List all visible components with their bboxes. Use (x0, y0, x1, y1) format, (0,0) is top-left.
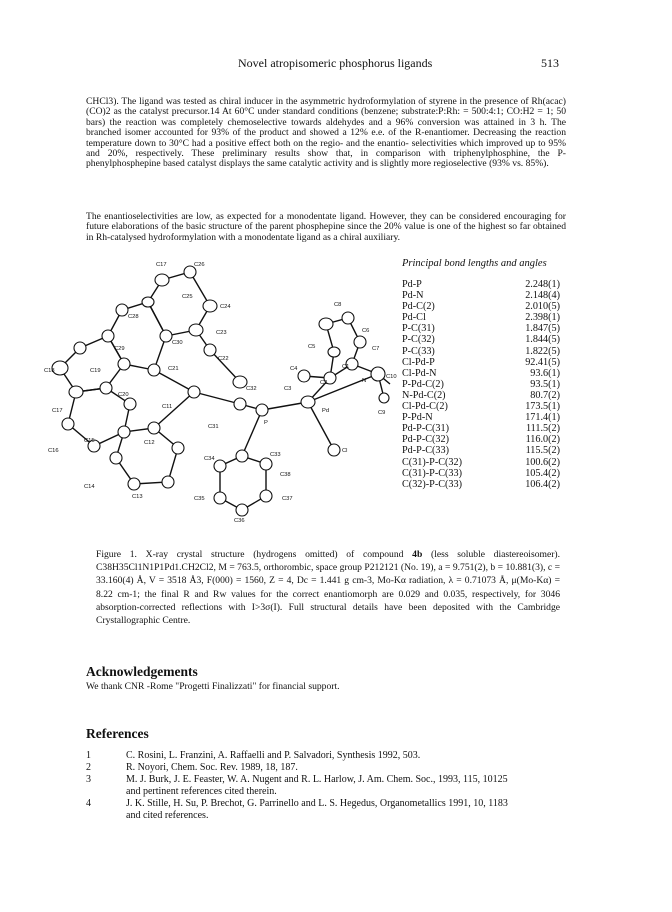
atom-label: C35 (194, 496, 205, 502)
bond-value: 2.398(1) (525, 312, 560, 324)
atom-label: C18 (44, 368, 55, 374)
page-number: 513 (541, 56, 559, 70)
atom-label: C25 (182, 294, 193, 300)
bond-value: 106.4(2) (525, 478, 560, 490)
atom-label: C16 (48, 448, 59, 454)
atom-label: C23 (216, 330, 227, 336)
bond-label: Pd-Cl (402, 312, 426, 324)
bond-label: Cl-Pd-P (402, 356, 435, 368)
bond-row (402, 457, 560, 468)
acknowledgements-text: We thank CNR -Rome "Progetti Finalizzati" for financial support. (86, 681, 340, 692)
atom-label: C22 (218, 356, 229, 362)
bond-value: 2.010(5) (525, 301, 560, 313)
bond-row (402, 479, 560, 490)
bond-label: P-Pd-N (402, 412, 433, 424)
atom-label: C2 (320, 380, 328, 386)
atom-label: C17 (156, 262, 167, 268)
bond-row (402, 468, 560, 479)
bond-label: Cl-Pd-N (402, 367, 437, 379)
bond-value: 171.4(1) (525, 412, 560, 424)
bond-value: 2.248(1) (525, 279, 560, 290)
bond-label: Pd-P (402, 279, 422, 290)
bond-value: 92.41(5) (525, 356, 560, 368)
bond-row (402, 445, 560, 456)
atom-label: C13 (132, 494, 143, 500)
atom-label: C17 (52, 408, 63, 414)
atom-label: C20 (118, 392, 129, 398)
caption-details: C38H35Cl1N1P1Pd1.CH2Cl2, M = 763.5, orthorombic, space group P212121 (No. 19), a = 9.751(2), b = 10.881(3), c = 33.160(4) Å, V = 3518 Å3, F(000) = 1560, Z = 4, Dc = 1.441 g cm-3, Mo-Kα radiation, λ = 0.71073 Å, μ(Mo-Kα) = 8.22 cm-1; the final R and Rw values for the correct enantiomorph are 0.029 and 0.035, respectively, for 3046 absorption-corrected reflections with I>3σ(I). Full structural details have been deposited with the Cambridge Crystallographic Centre. (96, 562, 560, 627)
bond-value: 1.847(5) (525, 323, 560, 335)
bond-row (402, 279, 560, 290)
atom-label: C30 (172, 340, 183, 346)
caption-line1: X-ray crystal structure (hydrogens omitted) of compound (145, 549, 404, 560)
reference-continuation: and cited references. (126, 810, 209, 821)
atom-label: C34 (204, 456, 215, 462)
atom-label: Cl (342, 448, 348, 454)
bond-label: Pd-C(2) (402, 301, 435, 313)
bond-row (402, 412, 560, 423)
bond-label: C(32)-P-C(33) (402, 478, 462, 490)
reference-text: C. Rosini, L. Franzini, A. Raffaelli and P. Salvadori, Synthesis 1992, 503. (126, 750, 421, 761)
bond-row (402, 401, 560, 412)
figure-caption (96, 548, 560, 627)
running-title: Novel atropisomeric phosphorus ligands (238, 56, 433, 70)
reference-number: 2 (86, 762, 91, 773)
acknowledgements-heading: Acknowledgements (86, 664, 198, 679)
bond-value: 1.822(5) (525, 345, 560, 357)
atom-label: C7 (372, 346, 380, 352)
bond-value: 93.5(1) (530, 378, 560, 390)
bond-row (402, 423, 560, 434)
bond-label: P-C(32) (402, 334, 435, 346)
caption-compound: 4b (412, 549, 423, 560)
bond-row (402, 379, 560, 390)
atom-label: C24 (220, 304, 231, 310)
bond-value: 105.4(2) (525, 467, 560, 479)
atom-label: C32 (246, 386, 257, 392)
bond-row (402, 323, 560, 334)
bond-label: Cl-Pd-C(2) (402, 401, 448, 413)
bond-label: C(31)-P-C(32) (402, 456, 462, 468)
atom-label: C6 (362, 328, 370, 334)
atom-label: C36 (234, 518, 245, 524)
reference-number: 4 (86, 798, 91, 809)
reference-continuation: and pertinent references cited therein. (126, 786, 277, 797)
atom-label: C10 (386, 374, 397, 380)
bond-label: P-C(31) (402, 323, 435, 335)
bond-label: Pd-N (402, 290, 424, 302)
atom-label: C21 (168, 366, 179, 372)
bond-label: Pd-P-C(33) (402, 445, 449, 457)
reference-item (86, 798, 566, 822)
reference-text: R. Noyori, Chem. Soc. Rev. 1989, 18, 187. (126, 762, 298, 773)
atom-label: C29 (114, 346, 125, 352)
bond-row (402, 334, 560, 345)
atom-label: C14 (84, 484, 95, 490)
reference-text: M. J. Burk, J. E. Feaster, W. A. Nugent and R. L. Harlow, J. Am. Chem. Soc., 1993, 115, 10125 (126, 774, 508, 785)
caption-label: Figure 1. (96, 549, 137, 560)
atom-label: C38 (280, 472, 291, 478)
bond-value: 2.148(4) (525, 290, 560, 302)
bond-value: 111.5(2) (525, 423, 560, 435)
bond-row (402, 434, 560, 445)
atom-label: C11 (162, 404, 173, 410)
body-paragraph-1: CHCl3). The ligand was tested as chiral inducer in the asymmetric hydroformylation of styrene in the presence of Rh(acac)(CO)2 as the catalyst precursor.14 At 60°C under standard conditions (benzene; substrate:P:Rh: = 500:4:1; CO:H2 = 1; 50 bars) the reaction was completely chemoselective towards aldehydes and a 96% conversion was attained in 3 h. The branched isomer accounted for 93% of the product and showed a 12% e.e. of the R-enantiomer. Decreasing the reaction temperature down to 30°C had a positive effect both on the regio- and the enantio- selectivities which improved up to 95% and 20%, respectively. These preliminary results show that, in comparison with triphenylphosphine, the P-phenylphosphepine based catalyst displays the same catalytic activity and is slightly more regioselective (93% vs. 85%). (86, 96, 566, 170)
bond-table-title: Principal bond lengths and angles (402, 258, 547, 269)
references-list (86, 750, 566, 822)
atom-label: C8 (334, 302, 342, 308)
bond-row (402, 301, 560, 312)
atom-label: C4 (290, 366, 298, 372)
atom-label: C5 (308, 344, 316, 350)
bond-row (402, 312, 560, 323)
bond-value: 100.6(2) (525, 456, 560, 468)
caption-line1b: (less soluble diastereoisomer). (431, 549, 561, 560)
crystal-structure-diagram (44, 252, 397, 532)
bond-label: P-Pd-C(2) (402, 378, 444, 390)
bond-label: Pd-P-C(32) (402, 434, 449, 446)
atom-label: C15 (84, 438, 95, 444)
atom-label: C33 (270, 452, 281, 458)
atom-label: C37 (282, 496, 293, 502)
reference-item (86, 774, 566, 798)
reference-item (86, 762, 566, 774)
atom-label: C19 (90, 368, 101, 374)
bond-value: 115.5(2) (525, 445, 560, 457)
atom-label: Pd (322, 408, 330, 414)
bond-value: 1.844(5) (525, 334, 560, 346)
atom-label: N (362, 378, 367, 384)
atom-label: C28 (128, 314, 139, 320)
atom-label: P (264, 420, 268, 426)
reference-number: 1 (86, 750, 91, 761)
atom-label: C9 (378, 410, 386, 416)
bond-row (402, 357, 560, 368)
bond-value: 173.5(1) (525, 401, 560, 413)
bond-label: Pd-P-C(31) (402, 423, 449, 435)
reference-item (86, 750, 566, 762)
bond-row (402, 390, 560, 401)
bond-value: 93.6(1) (530, 367, 560, 379)
bond-row (402, 346, 560, 357)
bond-lengths-table (402, 258, 560, 490)
bond-value: 116.0(2) (525, 434, 560, 446)
bond-label: N-Pd-C(2) (402, 389, 446, 401)
body-paragraph-2: The enantioselectivities are low, as expected for a monodentate ligand. However, they can be considered encouraging for future elaborations of the basic structure of the parent phosphepine since the 20% value is one of the highest so far obtained in Rh-catalysed hydroformylation with a monodentate ligand as a chiral auxiliary. (86, 211, 566, 243)
bond-label: P-C(33) (402, 345, 435, 357)
atom-label: C26 (194, 262, 205, 268)
reference-text: J. K. Stille, H. Su, P. Brechot, G. Parrinello and L. S. Hegedus, Organometallics 1991, 10, 1183 (126, 798, 508, 809)
bond-row (402, 290, 560, 301)
atom-label: C31 (208, 424, 219, 430)
bond-label: C(31)-P-C(33) (402, 467, 462, 479)
atom-label: C1 (342, 364, 350, 370)
atom-label: C3 (284, 386, 292, 392)
atom-label: C12 (144, 440, 155, 446)
reference-number: 3 (86, 774, 91, 785)
bond-row (402, 368, 560, 379)
bond-value: 80.7(2) (530, 389, 560, 401)
references-heading: References (86, 726, 149, 741)
